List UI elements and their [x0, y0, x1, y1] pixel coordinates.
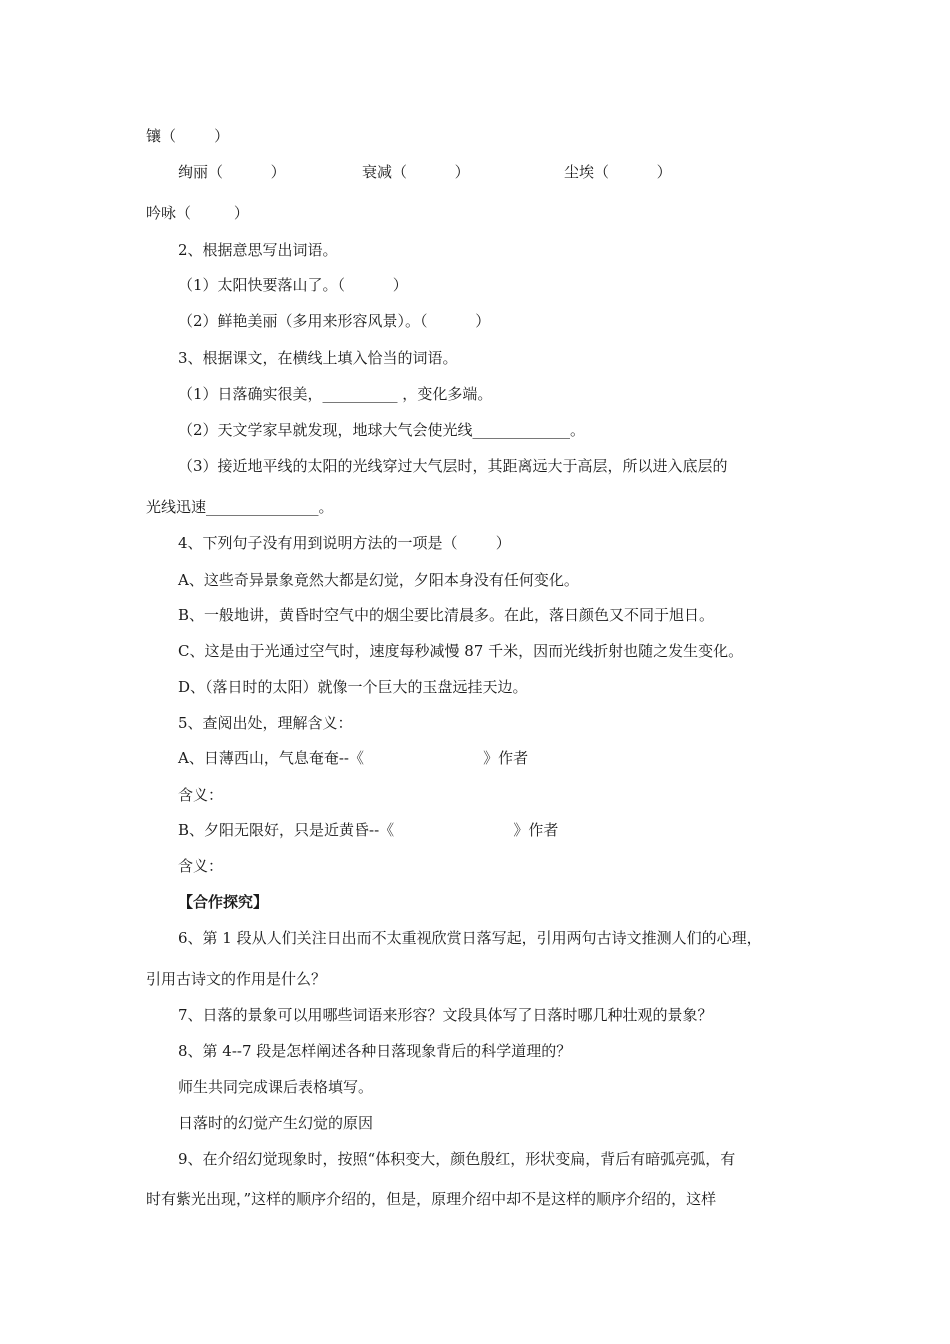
instruction-line: 师生共同完成课后表格填写。 — [178, 1078, 374, 1096]
section-heading: 【合作探究】 — [178, 893, 269, 911]
vocab-item: 衰减（ ） — [362, 163, 470, 181]
question-item-continued: 光线迅速_______________。 — [146, 498, 334, 516]
question-heading: 2、根据意思写出词语。 — [178, 241, 338, 259]
question-heading: 3、根据课文，在横线上填入恰当的词语。 — [178, 349, 458, 367]
vocab-item: 绚丽（ ） — [178, 163, 286, 181]
question-item: （2）天文学家早就发现，地球大气会使光线_____________。 — [178, 421, 586, 439]
question-item: （2）鲜艳美丽（多用来形容风景）。（ ） — [178, 312, 491, 330]
question-heading: 4、下列句子没有用到说明方法的一项是（ ） — [178, 534, 511, 552]
question-item: （1）日落确实很美，__________ ，变化多端。 — [178, 385, 493, 403]
question-heading: 5、查阅出处，理解含义： — [178, 714, 353, 732]
question-item: （3）接近地平线的太阳的光线穿过大气层时，其距离远大于高层，所以进入底层的 — [178, 457, 728, 475]
question-heading: 6、第 1 段从人们关注日出而不太重视欣赏日落写起，引用两句古诗文推测人们的心理， — [178, 929, 762, 947]
option-d: D、（落日时的太阳）就像一个巨大的玉盘远挂天边。 — [178, 678, 528, 696]
question-item-continued: 引用古诗文的作用是什么？ — [146, 970, 327, 988]
option-a: A、这些奇异景象竟然大都是幻觉，夕阳本身没有任何变化。 — [178, 571, 579, 589]
question-item-continued: 时有紫光出现，”这样的顺序介绍的，但是，原理介绍中却不是这样的顺序介绍的，这样 — [146, 1190, 717, 1208]
option-b: B、一般地讲，黄昏时空气中的烟尘要比清晨多。在此，落日颜色又不同于旭日。 — [178, 606, 715, 624]
question-heading: 8、第 4--7 段是怎样阐述各种日落现象背后的科学道理的？ — [178, 1042, 572, 1060]
question-item: （1）太阳快要落山了。（ ） — [178, 276, 408, 294]
vocab-item: 尘埃（ ） — [564, 163, 672, 181]
question-item: B、夕阳无限好，只是近黄昏--《 》作者 — [178, 821, 559, 839]
vocab-line: 镶（ ） — [146, 127, 230, 145]
vocab-line: 吟咏（ ） — [146, 204, 249, 222]
question-heading: 9、在介绍幻觉现象时，按照“体积变大，颜色殷红，形状变扁，背后有暗弧亮弧，有 — [178, 1150, 736, 1168]
answer-label: 含义： — [178, 786, 224, 804]
table-caption: 日落时的幻觉产生幻觉的原因 — [178, 1114, 374, 1132]
question-heading: 7、日落的景象可以用哪些词语来形容？文段具体写了日落时哪几种壮观的景象？ — [178, 1006, 713, 1024]
question-item: A、日薄西山，气息奄奄--《 》作者 — [178, 749, 529, 767]
answer-label: 含义： — [178, 857, 224, 875]
option-c: C、这是由于光通过空气时，速度每秒减慢 87 千米，因而光线折射也随之发生变化。 — [178, 642, 744, 660]
